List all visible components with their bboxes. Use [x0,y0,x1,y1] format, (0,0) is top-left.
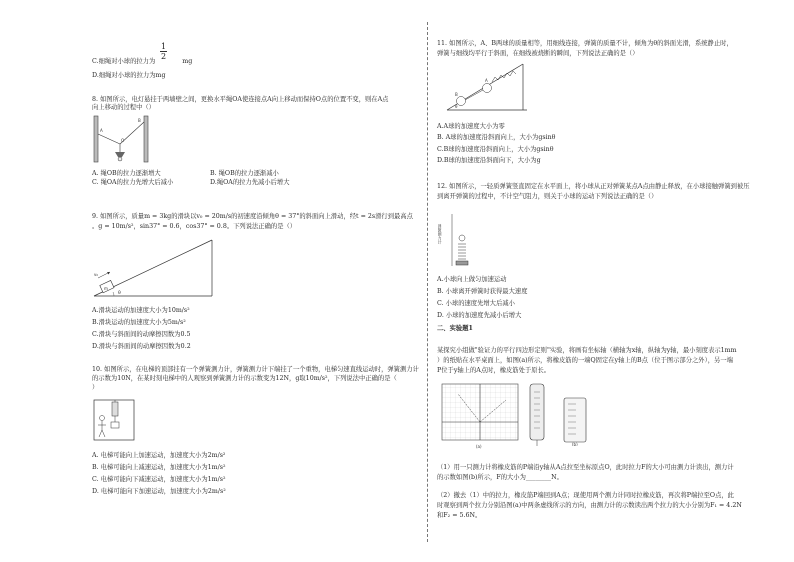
q9-option-a: A.滑块运动的加速度大小为10m/s² [92,307,190,314]
q9-option-c: C.滑块与斜面间的动摩擦因数为0.5 [92,331,191,338]
fraction-denominator: 2 [161,52,167,61]
q12-stem-line1: 12. 如图所示，一轻质弹簧竖直固定在水平面上，将小球从正对弹簧某点A点由静止释放，在小球接触弹簧到被压 [437,183,750,190]
q7-option-c-text: C.细绳对小球的拉力为 [92,58,156,65]
exp-figure-b-spring-scale [526,382,560,452]
q12-spring-figure [438,214,472,268]
q8-option-a: A. 绳OB的拉力逐渐增大 [92,170,161,177]
q12-option-a: A.小球向上做匀加速运动 [437,276,507,283]
q7-option-d: D.细绳对小球的拉力为mg [92,72,166,79]
q11-label-theta: θ [455,104,458,109]
q8-stem-line2: 向上移动的过程中（） [92,104,155,111]
q9-label-theta: θ [118,291,121,296]
q11-stem-line1: 11. 如图所示，A、B两球的质量相等，用细线连接，弹簧的质量不计，倾角为θ的斜面光滑，系统静止时， [437,40,733,47]
q9-stem-line2: 。g = 10m/s²，sin37° = 0.6，cos37° = 0.8。下列说法正确的是（） [92,223,297,230]
q11-spring-incline-figure [445,60,529,114]
exp-figure-b-caption: (b) [572,442,578,446]
q11-label-b: B [455,92,458,97]
q9-label-v0: v₀ [94,272,98,277]
q12-option-d: D. 小球的加速度先减小后增大 [437,312,522,319]
q11-option-d: D.B球的加速度沿斜面向下，大小为g [437,157,541,164]
q8-label-o: O [121,138,125,143]
q12-figure-label: 弹簧测力计 [438,224,443,244]
q10-option-b: B. 电梯可能向上减速运动，加速度大小为1m/s² [92,464,226,471]
q9-stem-line1: 9. 如图所示，质量m = 3kg的滑块以v₀ = 20m/s的初速度沿倾角θ = 37°的斜面向上滑动，经t = 2s滑行到最高点 [92,213,413,220]
q10-option-c: C. 电梯可能向下减速运动，加速度大小为1m/s² [92,476,226,483]
exp-figure-a-grid [440,382,520,452]
q11-option-b: B. A球的加速度沿斜面向上，大小为gsinθ [437,134,556,141]
q8-lamp-figure [92,114,154,166]
q12-option-b: B. 小球离开弹簧时获得最大速度 [437,288,528,295]
exp-q1-line1: （1）用一只测力计将橡皮筋的P端沿y轴从A点拉至坐标原点O，此时拉力F的大小可由测力计读出，测力计 [437,464,734,471]
exp-stem-line2: ）的纸贴在水平桌面上，如图(a)所示，将橡皮筋的一端Q固定在y轴上的B点（位于图示部分之外），另一端 [437,357,733,364]
q9-incline-figure [92,238,216,300]
exp-stem-line1: 某探究小组做"验证力的平行四边形定则"实验，将画有坐标轴（横轴为x轴，纵轴为y轴，最小刻度表示1mm [437,347,737,354]
q9-option-b: B.滑块运动的加速度大小为5m/s² [92,319,186,326]
q10-stem-line3: ） [92,384,99,391]
q8-option-d: D.绳OA的拉力先减小后增大 [210,179,290,186]
exp-q2-line3: 和F₂ = 5.6N。 [437,512,482,519]
q11-label-a: A [485,78,488,83]
q11-option-a: A.A球的加速度大小为零 [437,123,505,130]
q10-stem-line1: 10. 如图所示，在电梯的顶部挂有一个弹簧测力计，弹簧测力计下端挂了一个重物，电梯匀速直线运动时，弹簧测力计 [92,366,419,373]
q9-label-m: m [104,286,108,291]
exp-q2-line2: 时观察到两个拉力分别沿图(a)中两条虚线所示的方向，由测力计的示数读出两个拉力的大小分别为F₁ = 4.2N [437,502,742,509]
q8-label-a: A [100,128,103,133]
exp-q2-line1: （2）撤去（1）中的拉力，橡皮筋P端回到A点；现使用两个测力计同时拉橡皮筋，再次将P端拉至O点，此 [437,492,734,499]
q10-option-d: D. 电梯可能向下加速运动，加速度大小为2m/s² [92,488,226,495]
q9-option-d: D.滑块与斜面间的动摩擦因数为0.2 [92,343,191,350]
q12-option-c: C. 小球的速度先增大后减小 [437,300,515,307]
q8-label-b: B [138,118,141,123]
fraction-numerator: 1 [161,42,167,51]
q7-option-c-unit: mg [182,58,193,65]
q10-stem-line2: 的示数为10N，在某时刻电梯中的人观察到弹簧测力计的示数变为12N，g取10m/s²，下列说法中正确的是（ [92,375,397,382]
exp-stem-line3: P位于y轴上的A点时，橡皮筋处于原长。 [437,367,551,374]
q8-stem-line1: 8. 如图所示，电灯悬挂于两墙壁之间，更换水平绳OA使连接点A向上移动而保持O点的位置不变，则在A点 [92,96,389,103]
section-heading-experiment: 二、实验题1 [437,325,473,332]
q7-option-c [92,58,192,66]
q11-option-c: C.B球的加速度沿斜面向上，大小为gsinθ [437,146,554,153]
exp-q1-line2: 的示数如图(b)所示，F的大小为________N。 [437,474,563,481]
q10-elevator-figure [92,398,138,442]
q12-stem-line2: 到离开弹簧的过程中，不计空气阻力，则关于小球的运动下列说法正确的是（） [437,193,658,200]
column-divider [427,22,428,542]
exp-figure-b-dial [562,396,592,446]
exp-figure-a-caption: (a) [476,444,482,449]
q10-option-a: A. 电梯可能向上加速运动，加速度大小为2m/s² [92,452,226,459]
q11-stem-line2: 弹簧与细线均平行于斜面，在细线被烧断的瞬间，下列说法正确的是（） [437,50,639,57]
q8-option-c: C. 绳OA的拉力先增大后减小 [92,179,174,186]
q8-option-b: B. 绳OB的拉力逐渐减小 [210,170,279,177]
